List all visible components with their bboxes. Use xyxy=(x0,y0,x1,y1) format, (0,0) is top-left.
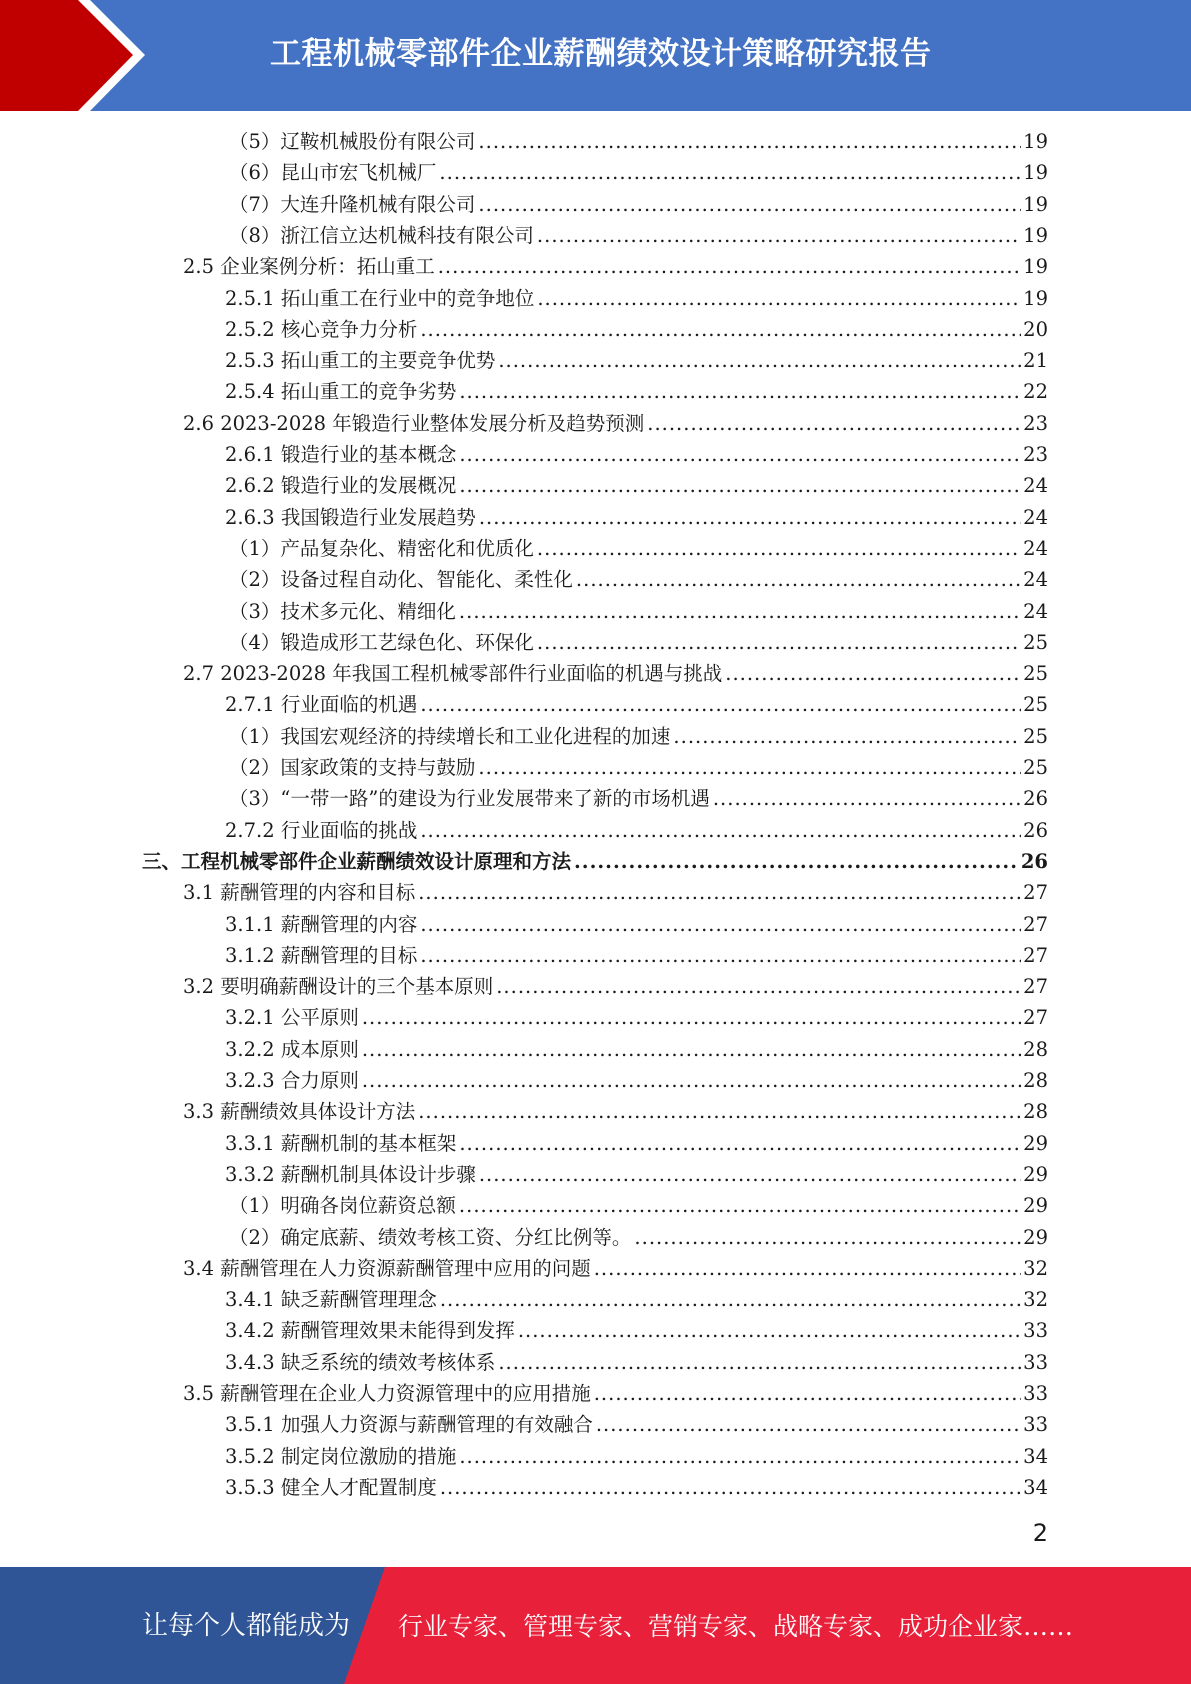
toc-entry[interactable] xyxy=(225,940,1048,971)
toc-entry-page-number: 24 xyxy=(1023,599,1048,623)
toc-dot-leader xyxy=(498,1347,1021,1378)
toc-entry-title: 三、工程机械零部件企业薪酬绩效设计原理和方法 xyxy=(142,849,572,873)
toc-entry-title: 3.2.1 公平原则 xyxy=(225,1006,359,1030)
toc-entry[interactable] xyxy=(183,971,1048,1002)
toc-dot-leader xyxy=(725,658,1021,689)
toc-entry-title: 2.5.1 拓山重工在行业中的竞争地位 xyxy=(225,286,535,310)
toc-entry-page-number: 27 xyxy=(1023,1006,1048,1030)
toc-entry-title: 2.5.4 拓山重工的竞争劣势 xyxy=(225,380,457,404)
toc-entry[interactable] xyxy=(225,1409,1048,1440)
toc-dot-leader xyxy=(634,1222,1021,1253)
toc-entry[interactable] xyxy=(229,1222,1048,1253)
toc-dot-leader xyxy=(420,940,1021,971)
toc-entry[interactable] xyxy=(225,283,1048,314)
toc-dot-leader xyxy=(459,596,1021,627)
toc-dot-leader xyxy=(576,564,1021,595)
footer-slogan-right: 行业专家、管理专家、营销专家、战略专家、成功企业家…… xyxy=(398,1612,1074,1641)
toc-dot-leader xyxy=(537,533,1021,564)
page-header xyxy=(0,0,1191,111)
toc-entry-title: 3.4.3 缺乏系统的绩效考核体系 xyxy=(225,1350,496,1374)
toc-dot-leader xyxy=(459,470,1021,501)
toc-dot-leader xyxy=(362,1034,1021,1065)
toc-entry-page-number: 26 xyxy=(1020,849,1048,873)
toc-entry[interactable] xyxy=(225,314,1048,345)
toc-dot-leader xyxy=(439,157,1021,188)
toc-entry-page-number: 29 xyxy=(1023,1131,1048,1155)
toc-entry-title: 3.1.2 薪酬管理的目标 xyxy=(225,943,418,967)
toc-entry-page-number: 22 xyxy=(1023,380,1048,404)
toc-dot-leader xyxy=(440,1472,1021,1503)
toc-entry[interactable] xyxy=(225,1002,1048,1033)
toc-entry-page-number: 32 xyxy=(1023,1288,1048,1312)
toc-entry[interactable] xyxy=(225,909,1048,940)
toc-entry-title: 3.3.1 薪酬机制的基本框架 xyxy=(225,1131,457,1155)
toc-entry[interactable] xyxy=(225,502,1048,533)
toc-entry-title: 2.7.2 行业面临的挑战 xyxy=(225,818,418,842)
toc-entry-title: （1）明确各岗位薪资总额 xyxy=(229,1194,456,1218)
toc-entry-title: （7）大连升隆机械有限公司 xyxy=(229,192,476,216)
header-red-arrow-graphic xyxy=(0,0,150,111)
toc-entry-page-number: 19 xyxy=(1023,223,1048,247)
toc-dot-leader xyxy=(362,1065,1021,1096)
toc-dot-leader xyxy=(498,345,1021,376)
toc-entry[interactable] xyxy=(183,1253,1048,1284)
toc-dot-leader xyxy=(479,1159,1021,1190)
toc-entry-title: 3.5.3 健全人才配置制度 xyxy=(225,1475,437,1499)
toc-entry-title: （1）产品复杂化、精密化和优质化 xyxy=(229,536,534,560)
toc-entry-page-number: 26 xyxy=(1023,818,1048,842)
toc-dot-leader xyxy=(459,1128,1021,1159)
toc-dot-leader xyxy=(459,439,1021,470)
toc-entry-page-number: 25 xyxy=(1023,724,1048,748)
toc-entry[interactable] xyxy=(225,1472,1048,1503)
toc-entry-page-number: 28 xyxy=(1023,1037,1048,1061)
page-footer xyxy=(0,1567,1191,1684)
toc-entry[interactable] xyxy=(183,408,1048,439)
toc-entry-page-number: 25 xyxy=(1023,756,1048,779)
toc-dot-leader xyxy=(478,189,1021,220)
toc-entry[interactable] xyxy=(225,1441,1048,1472)
toc-dot-leader xyxy=(594,1378,1021,1409)
toc-entry-page-number: 19 xyxy=(1023,130,1048,153)
toc-entry-page-number: 19 xyxy=(1023,192,1048,216)
toc-entry-page-number: 33 xyxy=(1023,1413,1048,1437)
toc-entry[interactable] xyxy=(229,627,1048,658)
toc-entry[interactable] xyxy=(225,1034,1048,1065)
toc-dot-leader xyxy=(478,752,1021,783)
toc-entry-title: 3.5.1 加强人力资源与薪酬管理的有效融合 xyxy=(225,1413,593,1437)
toc-dot-leader xyxy=(574,846,1019,877)
toc-entry-page-number: 33 xyxy=(1023,1350,1048,1374)
toc-entry-page-number: 23 xyxy=(1023,411,1048,435)
toc-entry-page-number: 24 xyxy=(1023,568,1048,592)
toc-entry-page-number: 19 xyxy=(1023,161,1048,185)
toc-entry-page-number: 28 xyxy=(1023,1069,1048,1092)
toc-entry-page-number: 29 xyxy=(1023,1194,1048,1218)
toc-dot-leader xyxy=(537,627,1021,658)
toc-entry-title: （3）技术多元化、精细化 xyxy=(229,599,456,623)
toc-entry[interactable] xyxy=(229,783,1048,814)
toc-entry-title: 3.5 薪酬管理在企业人力资源管理中的应用措施 xyxy=(183,1382,591,1405)
toc-entry[interactable] xyxy=(142,846,1048,877)
toc-entry[interactable] xyxy=(229,721,1048,752)
toc-dot-leader xyxy=(420,909,1021,940)
toc-entry[interactable] xyxy=(229,189,1048,220)
toc-dot-leader xyxy=(537,283,1021,314)
toc-dot-leader xyxy=(459,1441,1021,1472)
toc-entry-title: 3.3.2 薪酬机制具体设计步骤 xyxy=(225,1162,476,1186)
toc-entry-page-number: 24 xyxy=(1023,536,1048,560)
toc-entry[interactable] xyxy=(225,439,1048,470)
toc-dot-leader xyxy=(420,689,1021,720)
toc-entry-title: （1）我国宏观经济的持续增长和工业化进程的加速 xyxy=(229,724,671,748)
toc-entry-title: （2）确定底薪、绩效考核工资、分红比例等。 xyxy=(229,1225,632,1249)
toc-entry-page-number: 25 xyxy=(1023,630,1048,654)
toc-entry-title: 3.1 薪酬管理的内容和目标 xyxy=(183,881,416,905)
toc-entry-title: 3.4.2 薪酬管理效果未能得到发挥 xyxy=(225,1319,515,1343)
toc-dot-leader xyxy=(673,721,1021,752)
toc-entry[interactable] xyxy=(229,564,1048,595)
toc-entry[interactable] xyxy=(225,1284,1048,1315)
toc-dot-leader xyxy=(440,1284,1021,1315)
toc-entry[interactable] xyxy=(229,752,1048,783)
toc-entry[interactable] xyxy=(229,126,1048,157)
toc-dot-leader xyxy=(647,408,1021,439)
toc-entry-page-number: 25 xyxy=(1023,662,1048,686)
toc-dot-leader xyxy=(420,815,1021,846)
toc-entry[interactable] xyxy=(225,345,1048,376)
toc-entry[interactable] xyxy=(183,1378,1048,1409)
toc-entry-title: 2.6.3 我国锻造行业发展趋势 xyxy=(225,505,476,529)
page-number: 2 xyxy=(1032,1519,1048,1547)
toc-dot-leader xyxy=(537,220,1021,251)
toc-entry-title: （4）锻造成形工艺绿色化、环保化 xyxy=(229,630,534,654)
toc-dot-leader xyxy=(459,1190,1021,1221)
toc-entry[interactable] xyxy=(183,251,1048,282)
toc-entry-page-number: 19 xyxy=(1023,255,1048,279)
toc-entry-title: 3.2 要明确薪酬设计的三个基本原则 xyxy=(183,975,494,999)
toc-entry-title: 3.4 薪酬管理在人力资源薪酬管理中应用的问题 xyxy=(183,1256,591,1280)
toc-entry[interactable] xyxy=(225,1128,1048,1159)
toc-entry-title: 2.6 2023-2028 年锻造行业整体发展分析及趋势预测 xyxy=(183,411,645,435)
toc-dot-leader xyxy=(713,783,1021,814)
toc-entry-page-number: 28 xyxy=(1023,1100,1048,1124)
toc-entry-page-number: 23 xyxy=(1023,443,1048,466)
toc-dot-leader xyxy=(594,1253,1021,1284)
toc-entry-page-number: 33 xyxy=(1023,1319,1048,1343)
toc-dot-leader xyxy=(518,1315,1021,1346)
toc-entry-page-number: 27 xyxy=(1023,881,1048,905)
toc-entry-title: （8）浙江信立达机械科技有限公司 xyxy=(229,223,534,247)
toc-entry[interactable] xyxy=(183,658,1048,689)
toc-entry-page-number: 20 xyxy=(1023,317,1048,341)
toc-entry-title: 2.7.1 行业面临的机遇 xyxy=(225,693,418,717)
toc-entry-title: 2.7 2023-2028 年我国工程机械零部件行业面临的机遇与挑战 xyxy=(183,662,723,686)
toc-entry-page-number: 27 xyxy=(1023,975,1048,999)
toc-entry-page-number: 34 xyxy=(1023,1475,1048,1499)
toc-entry[interactable] xyxy=(225,470,1048,501)
toc-dot-leader xyxy=(479,502,1021,533)
toc-entry-title: （2）国家政策的支持与鼓励 xyxy=(229,756,476,779)
toc-entry-page-number: 25 xyxy=(1023,693,1048,717)
toc-entry-title: 2.5 企业案例分析：拓山重工 xyxy=(183,255,435,279)
toc-entry-title: 3.5.2 制定岗位激励的措施 xyxy=(225,1444,457,1468)
toc-entry-title: 3.2.3 合力原则 xyxy=(225,1069,359,1092)
toc-entry-title: 3.2.2 成本原则 xyxy=(225,1037,359,1061)
toc-entry-title: （6）昆山市宏飞机械厂 xyxy=(229,161,437,185)
toc-entry[interactable] xyxy=(225,689,1048,720)
toc-dot-leader xyxy=(478,126,1021,157)
toc-entry-title: （2）设备过程自动化、智能化、柔性化 xyxy=(229,568,573,592)
toc-entry[interactable] xyxy=(225,815,1048,846)
toc-entry-title: 2.5.2 核心竞争力分析 xyxy=(225,317,418,341)
toc-entry-page-number: 21 xyxy=(1023,349,1048,373)
toc-entry-page-number: 32 xyxy=(1023,1256,1048,1280)
toc-entry-title: （3）“一带一路”的建设为行业发展带来了新的市场机遇 xyxy=(229,787,710,811)
toc-entry-page-number: 29 xyxy=(1023,1225,1048,1249)
footer-slogan-left: 让每个人都能成为 xyxy=(142,1611,351,1641)
toc-dot-leader xyxy=(438,251,1021,282)
toc-entry-title: 3.1.1 薪酬管理的内容 xyxy=(225,912,418,936)
toc-entry[interactable] xyxy=(229,596,1048,627)
toc-entry[interactable] xyxy=(225,1315,1048,1346)
toc-entry-page-number: 34 xyxy=(1023,1444,1048,1468)
toc-entry-page-number: 24 xyxy=(1023,474,1048,498)
toc-dot-leader xyxy=(496,971,1021,1002)
toc-entry[interactable] xyxy=(225,1347,1048,1378)
toc-dot-leader xyxy=(362,1002,1021,1033)
toc-entry[interactable] xyxy=(183,1096,1048,1127)
toc-entry-title: （5）辽鞍机械股份有限公司 xyxy=(229,130,476,153)
toc-dot-leader xyxy=(418,1096,1021,1127)
toc-entry[interactable] xyxy=(225,1065,1048,1096)
toc-entry[interactable] xyxy=(225,376,1048,407)
toc-entry-title: 3.3 薪酬绩效具体设计方法 xyxy=(183,1100,416,1124)
toc-entry[interactable] xyxy=(183,877,1048,908)
toc-entry-title: 2.5.3 拓山重工的主要竞争优势 xyxy=(225,349,496,373)
toc-entry-page-number: 19 xyxy=(1023,286,1048,310)
toc-dot-leader xyxy=(418,877,1021,908)
toc-entry-page-number: 24 xyxy=(1023,505,1048,529)
toc-entry-title: 2.6.2 锻造行业的发展概况 xyxy=(225,474,457,498)
toc-entry-page-number: 27 xyxy=(1023,912,1048,936)
report-title: 工程机械零部件企业薪酬绩效设计策略研究报告 xyxy=(270,36,932,72)
toc-dot-leader xyxy=(420,314,1021,345)
toc-entry-title: 2.6.1 锻造行业的基本概念 xyxy=(225,443,457,466)
toc-dot-leader xyxy=(459,376,1021,407)
toc-entry-page-number: 29 xyxy=(1023,1162,1048,1186)
toc-entry-page-number: 33 xyxy=(1023,1382,1048,1405)
toc-entry[interactable] xyxy=(229,1190,1048,1221)
toc-entry-page-number: 27 xyxy=(1023,943,1048,967)
toc-entry[interactable] xyxy=(229,533,1048,564)
toc-entry[interactable] xyxy=(225,1159,1048,1190)
toc-entry-page-number: 26 xyxy=(1023,787,1048,811)
toc-entry[interactable] xyxy=(229,157,1048,188)
toc-entry-title: 3.4.1 缺乏薪酬管理理念 xyxy=(225,1288,437,1312)
toc-dot-leader xyxy=(596,1409,1021,1440)
toc-entry[interactable] xyxy=(229,220,1048,251)
